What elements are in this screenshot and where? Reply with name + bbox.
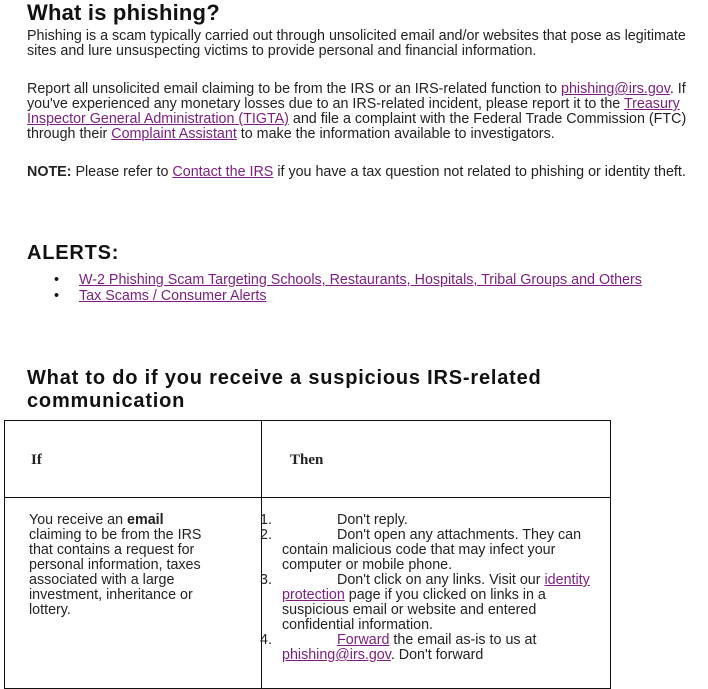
report-paragraph — [27, 82, 707, 142]
alert-item — [27, 273, 697, 288]
step3-text-b: page if you clicked on links in a suspicious email or website and entered confidential information. — [282, 587, 546, 633]
forward-link[interactable]: Forward — [337, 632, 390, 648]
step-2 — [262, 528, 592, 573]
phishing-email-link[interactable]: phishing@irs.gov — [561, 81, 670, 97]
bullet-icon: • — [54, 272, 60, 288]
step-3 — [262, 573, 592, 633]
header-then-label: Then — [290, 452, 324, 468]
step-text — [262, 573, 592, 633]
bullet-icon: • — [54, 288, 60, 304]
identity-protection-link[interactable]: identity protection — [282, 572, 590, 603]
step-4 — [262, 633, 592, 663]
if-text-bold: email — [127, 512, 164, 528]
step-number: 4. — [260, 632, 272, 648]
step-number: 2. — [260, 527, 272, 543]
contact-irs-link[interactable]: Contact the IRS — [172, 164, 274, 180]
step4-text-a: the email as-is to us at — [389, 632, 537, 648]
note-text-2: if you have a tax question not related to phishing or identity theft. — [273, 164, 686, 180]
phishing-email-link-2[interactable]: phishing@irs.gov — [282, 647, 391, 663]
note-paragraph — [27, 165, 707, 180]
if-then-table — [4, 420, 611, 689]
tigta-link[interactable]: Treasury Inspector General Administration (TIGTA) — [27, 96, 680, 127]
table-header-if — [5, 421, 262, 498]
table-row — [5, 498, 611, 689]
intro-paragraph: Phishing is a scam typically carried out through unsolicited email and/or websites that pose as legitimate sites and lure unsuspecting victims to provide personal and financial information. — [27, 28, 686, 59]
step-number: 3. — [260, 572, 272, 588]
alerts-title: ALERTS: — [27, 242, 120, 264]
report-text-2: . If you've experienced any monetary losses due to an IRS-related incident, please report it to the — [27, 81, 686, 112]
step-text: Don't open any attachments. They can contain malicious code that may infect your computer or mobile phone. — [282, 527, 582, 573]
table-header-row — [5, 421, 611, 498]
then-steps — [262, 498, 610, 663]
report-text-3: and file a complaint with the Federal Trade Commission (FTC) through their — [27, 111, 687, 142]
if-text-1: You receive an — [29, 512, 128, 528]
step-text — [262, 633, 592, 663]
alerts-list — [27, 273, 697, 305]
note-label: NOTE: — [27, 164, 72, 180]
if-cell-text — [29, 513, 219, 618]
note-text-1: Please refer to — [71, 164, 173, 180]
report-text-4: to make the information available to investigators. — [236, 126, 555, 142]
step-1 — [262, 513, 592, 528]
if-cell — [5, 498, 262, 689]
step3-text-a: Don't click on any links. Visit our — [337, 572, 545, 588]
if-text-2: claiming to be from the IRS that contains a request for personal information, taxes associated with a large investment, inheritance or lottery. — [29, 527, 202, 618]
alert-item — [27, 289, 697, 304]
step-number: 1. — [260, 512, 272, 528]
alert-link-tax-scams[interactable]: Tax Scams / Consumer Alerts — [79, 288, 267, 304]
header-if-label: If — [31, 452, 42, 468]
page-title: What is phishing? — [27, 0, 220, 25]
report-text-1: Report all unsolicited email claiming to be from the IRS or an IRS-related function to — [27, 81, 562, 97]
then-cell — [262, 498, 611, 689]
step4-text-b: . Don't forward — [390, 647, 484, 663]
complaint-assistant-link[interactable]: Complaint Assistant — [111, 126, 237, 142]
step-text: Don't reply. — [337, 512, 408, 528]
alert-link-w2-scam[interactable]: W-2 Phishing Scam Targeting Schools, Restaurants, Hospitals, Tribal Groups and Others — [79, 272, 642, 288]
table-header-then — [262, 421, 611, 498]
suspicious-communication-title: What to do if you receive a suspicious IRS-related communication — [27, 367, 542, 412]
